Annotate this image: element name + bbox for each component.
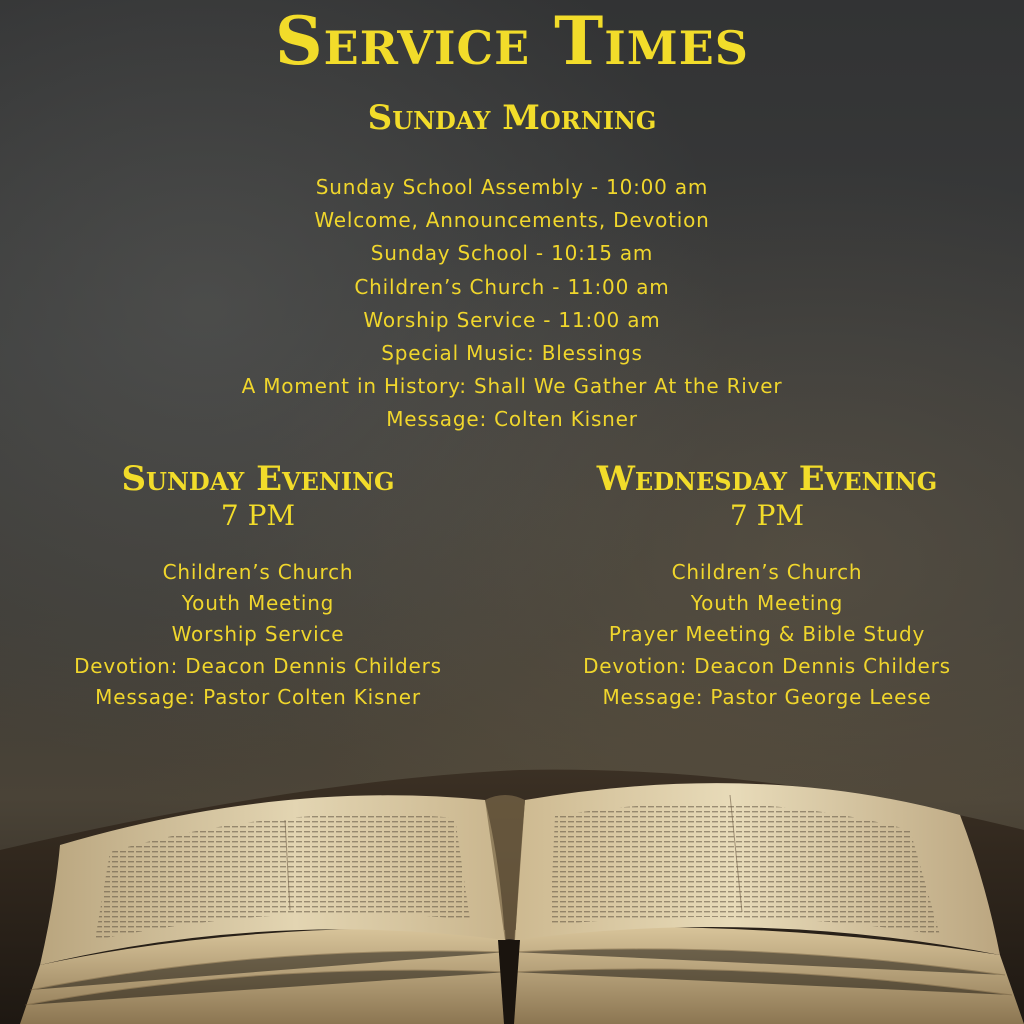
list-item: Message: Pastor Colten Kisner [95, 684, 421, 709]
wednesday-evening-heading: Wednesday Evening [596, 459, 938, 499]
list-item: Prayer Meeting & Bible Study [608, 622, 926, 647]
list-item: Welcome, Announcements, Devotion [314, 208, 710, 233]
list-item: Message: Colten Kisner [386, 407, 638, 432]
list-item: Worship Service - 11:00 am [363, 307, 661, 332]
list-item: Worship Service [171, 622, 345, 647]
open-bible-image [0, 740, 1024, 1024]
list-item: A Moment in History: Shall We Gather At the River [241, 374, 783, 399]
wednesday-evening-time: 7 PM [729, 499, 805, 532]
list-item: Youth Meeting [690, 591, 844, 616]
page-title: Service Times [274, 2, 749, 80]
sunday-morning-list [0, 171, 1024, 437]
list-item: Devotion: Deacon Dennis Childers [583, 653, 951, 678]
sunday-morning-heading: Sunday Morning [367, 98, 657, 138]
list-item: Sunday School - 10:15 am [370, 241, 654, 266]
list-item: Devotion: Deacon Dennis Childers [74, 653, 442, 678]
list-item: Special Music: Blessings [381, 341, 643, 366]
wednesday-evening-list [510, 557, 1024, 713]
list-item: Children’s Church - 11:00 am [354, 274, 670, 299]
sunday-evening-heading: Sunday Evening [121, 459, 395, 499]
list-item: Message: Pastor George Leese [602, 684, 932, 709]
list-item: Children’s Church [671, 560, 863, 584]
list-item: Youth Meeting [181, 591, 335, 616]
sunday-evening-list [0, 557, 516, 713]
sunday-evening-time: 7 PM [220, 499, 296, 532]
list-item: Children’s Church [162, 560, 354, 584]
list-item: Sunday School Assembly - 10:00 am [315, 175, 709, 199]
